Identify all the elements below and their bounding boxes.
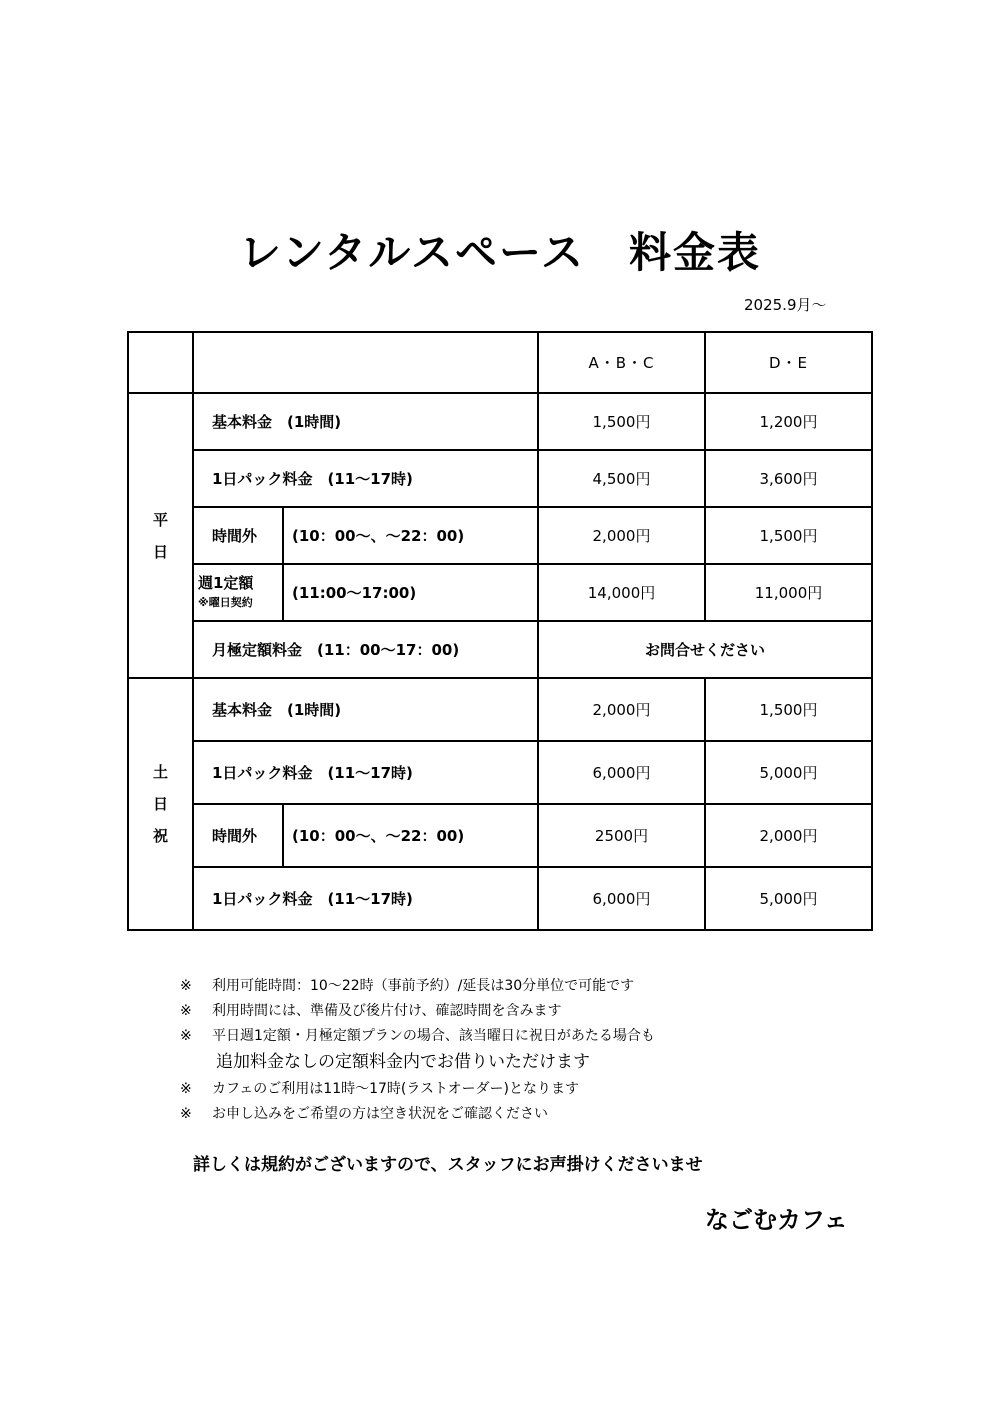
weekday-overtime-hours: (10：00～、～22：00) xyxy=(283,507,538,564)
header-empty-cell xyxy=(128,332,193,393)
weekday-weekly-hours: (11:00～17:00) xyxy=(283,564,538,621)
weekday-weekly-label: 週1定額 xyxy=(198,573,254,592)
note-mark: ※ xyxy=(180,1081,192,1097)
holiday-daypack-label: 1日パック料金 (11～17時) xyxy=(193,741,538,804)
table-row xyxy=(128,621,872,678)
weekday-basic-de: 1,200円 xyxy=(705,393,872,450)
holiday-basic-label: 基本料金 (1時間) xyxy=(193,678,538,741)
weekday-monthly-label: 月極定額料金 (11：00～17：00) xyxy=(193,621,538,678)
holiday-daypack2-de: 5,000円 xyxy=(705,867,872,930)
shop-name: なごむカフェ xyxy=(705,1206,848,1234)
table-header-row xyxy=(128,332,872,393)
weekday-weekly-abc: 14,000円 xyxy=(538,564,705,621)
holiday-overtime-hours: (10：00～、～22：00) xyxy=(283,804,538,867)
note-text: 平日週1定額・月極定額プランの場合、該当曜日に祝日があたる場合も xyxy=(212,1028,655,1044)
note-text: 利用可能時間：10～22時（事前予約）/延長は30分単位で可能です xyxy=(212,978,635,994)
table-row xyxy=(128,507,872,564)
table-row xyxy=(128,564,872,621)
holiday-daypack2-label: 1日パック料金 (11～17時) xyxy=(193,867,538,930)
holiday-basic-de: 1,500円 xyxy=(705,678,872,741)
effective-date: 2025.9月～ xyxy=(744,296,827,314)
table-row xyxy=(128,867,872,930)
weekday-basic-abc: 1,500円 xyxy=(538,393,705,450)
note-continuation: 追加料金なしの定額料金内でお借りいただけます xyxy=(216,1052,590,1072)
holiday-overtime-de: 2,000円 xyxy=(705,804,872,867)
table-row xyxy=(128,804,872,867)
note-mark: ※ xyxy=(180,1003,192,1019)
weekday-daypack-label: 1日パック料金 (11～17時) xyxy=(193,450,538,507)
price-table xyxy=(127,331,873,931)
note-mark: ※ xyxy=(180,978,192,994)
note-mark: ※ xyxy=(180,1028,192,1044)
weekday-weekly-label-cell xyxy=(193,564,283,621)
holiday-daypack2-abc: 6,000円 xyxy=(538,867,705,930)
header-label-cell xyxy=(193,332,538,393)
weekday-overtime-abc: 2,000円 xyxy=(538,507,705,564)
note-item xyxy=(180,999,655,1024)
note-item xyxy=(180,974,655,999)
notes-list xyxy=(180,974,655,1127)
holiday-label-text: 土 日 祝 xyxy=(152,763,168,845)
table-row xyxy=(128,741,872,804)
weekday-overtime-label: 時間外 xyxy=(193,507,283,564)
weekday-daypack-abc: 4,500円 xyxy=(538,450,705,507)
holiday-daypack-de: 5,000円 xyxy=(705,741,872,804)
weekday-weekly-note: ※曜日契約 xyxy=(198,595,253,609)
weekday-basic-label: 基本料金 (1時間) xyxy=(193,393,538,450)
weekday-monthly-value: お問合せください xyxy=(538,621,872,678)
table-row xyxy=(128,450,872,507)
note-item xyxy=(180,1024,655,1049)
holiday-overtime-abc: 2500円 xyxy=(538,804,705,867)
holiday-daypack-abc: 6,000円 xyxy=(538,741,705,804)
note-mark: ※ xyxy=(180,1106,192,1122)
table-row xyxy=(128,678,872,741)
table-row xyxy=(128,393,872,450)
weekday-overtime-de: 1,500円 xyxy=(705,507,872,564)
note-item xyxy=(180,1102,655,1127)
note-text: カフェのご利用は11時～17時(ラストオーダー)となります xyxy=(212,1081,580,1097)
weekday-group-label xyxy=(128,393,193,678)
holiday-group-label xyxy=(128,678,193,930)
holiday-overtime-label: 時間外 xyxy=(193,804,283,867)
note-text: 利用時間には、準備及び後片付け、確認時間を含みます xyxy=(212,1003,562,1019)
note-item xyxy=(180,1077,655,1102)
weekday-daypack-de: 3,600円 xyxy=(705,450,872,507)
weekday-label-text: 平 日 xyxy=(152,510,168,561)
footer-message: 詳しくは規約がございますので、スタッフにお声掛けくださいませ xyxy=(193,1155,703,1175)
page-title: レンタルスペース 料金表 xyxy=(239,228,761,277)
header-de: D・E xyxy=(705,332,872,393)
header-abc: A・B・C xyxy=(538,332,705,393)
note-text: お申し込みをご希望の方は空き状況をご確認ください xyxy=(212,1106,548,1122)
weekday-weekly-de: 11,000円 xyxy=(705,564,872,621)
holiday-basic-abc: 2,000円 xyxy=(538,678,705,741)
